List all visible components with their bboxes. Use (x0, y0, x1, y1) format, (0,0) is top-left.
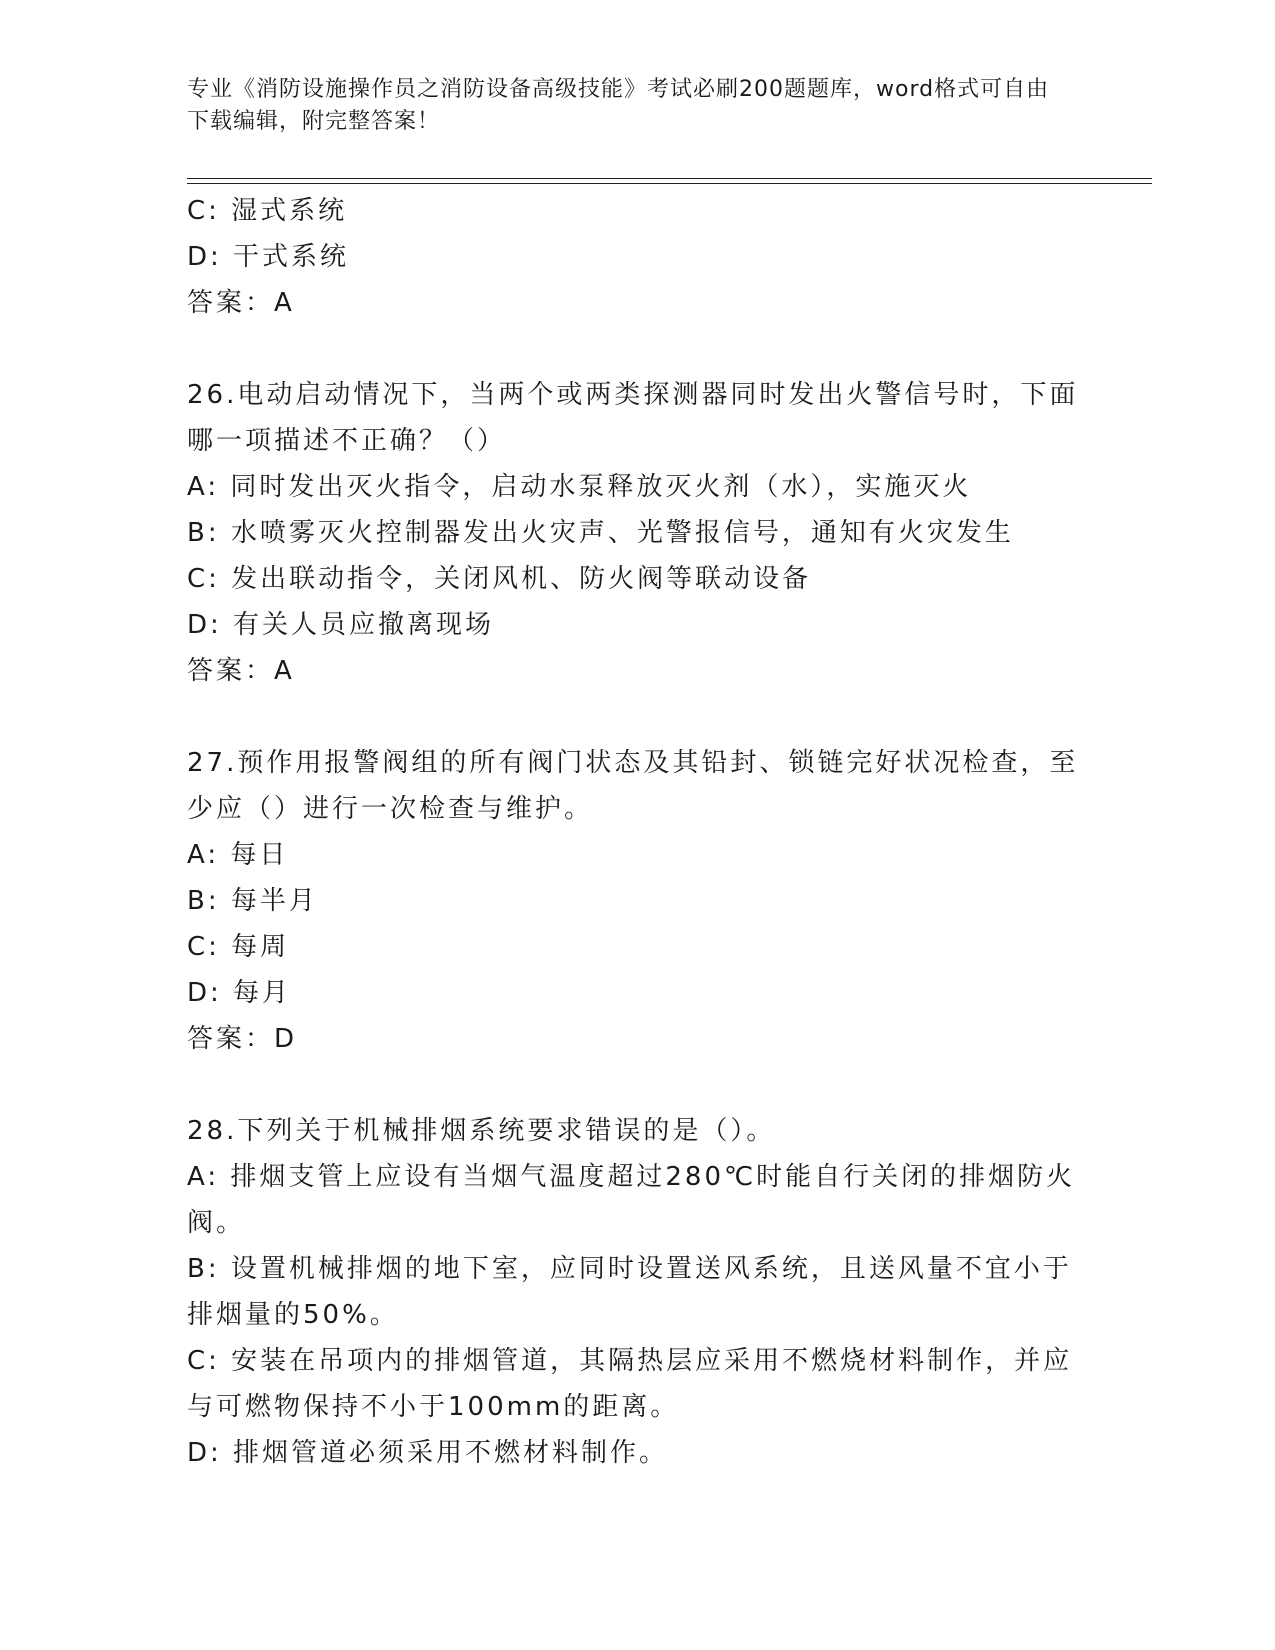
option-a-continued: 阀。 (187, 1208, 246, 1238)
header-divider-top (187, 178, 1152, 179)
question-text-line: 26.电动启动情况下，当两个或两类探测器同时发出火警信号时，下面 (187, 380, 1079, 410)
option-a: A: 每日 (187, 840, 289, 870)
option-a: A: 排烟支管上应设有当烟气温度超过280℃时能自行关闭的排烟防火 (187, 1162, 1076, 1192)
question-text-line: 28.下列关于机械排烟系统要求错误的是（）。 (187, 1116, 776, 1146)
answer-line: 答案：A (187, 656, 295, 686)
option-c: C: 发出联动指令，关闭风机、防火阀等联动设备 (187, 564, 812, 594)
option-c: C: 安装在吊项内的排烟管道，其隔热层应采用不燃烧材料制作，并应 (187, 1346, 1073, 1376)
option-c: C: 湿式系统 (187, 196, 348, 226)
document-header (187, 74, 1067, 138)
question-25-tail (187, 188, 1087, 326)
option-d: D: 干式系统 (187, 242, 350, 272)
option-a: A: 同时发出灭火指令，启动水泵释放灭火剂（水），实施灭火 (187, 472, 972, 502)
option-b: B: 设置机械排烟的地下室，应同时设置送风系统，且送风量不宜小于 (187, 1254, 1072, 1284)
question-27 (187, 740, 1087, 1062)
header-divider-bottom (187, 183, 1152, 184)
question-text-line: 少应（）进行一次检查与维护。 (187, 794, 594, 824)
option-d: D: 有关人员应撤离现场 (187, 610, 495, 640)
option-b: B: 水喷雾灭火控制器发出火灾声、光警报信号，通知有火灾发生 (187, 518, 1014, 548)
answer-line: 答案：A (187, 288, 295, 318)
spacer (187, 326, 1087, 372)
spacer (187, 694, 1087, 740)
option-b-continued: 排烟量的50%。 (187, 1300, 399, 1330)
question-text-line: 哪一项描述不正确？（） (187, 426, 507, 456)
option-c: C: 每周 (187, 932, 290, 962)
header-title: 专业《消防设施操作员之消防设备高级技能》考试必刷200题题库，word格式可自由下载编辑，附完整答案！ (187, 77, 1050, 134)
option-c-continued: 与可燃物保持不小于100mm的距离。 (187, 1392, 680, 1422)
answer-line: 答案：D (187, 1024, 298, 1054)
question-26 (187, 372, 1087, 694)
option-b: B: 每半月 (187, 886, 318, 916)
question-text-line: 27.预作用报警阀组的所有阀门状态及其铅封、锁链完好状况检查，至 (187, 748, 1079, 778)
spacer (187, 1062, 1087, 1108)
question-list (187, 188, 1087, 1476)
question-28 (187, 1108, 1087, 1476)
option-d: D: 排烟管道必须采用不燃材料制作。 (187, 1438, 669, 1468)
option-d: D: 每月 (187, 978, 292, 1008)
